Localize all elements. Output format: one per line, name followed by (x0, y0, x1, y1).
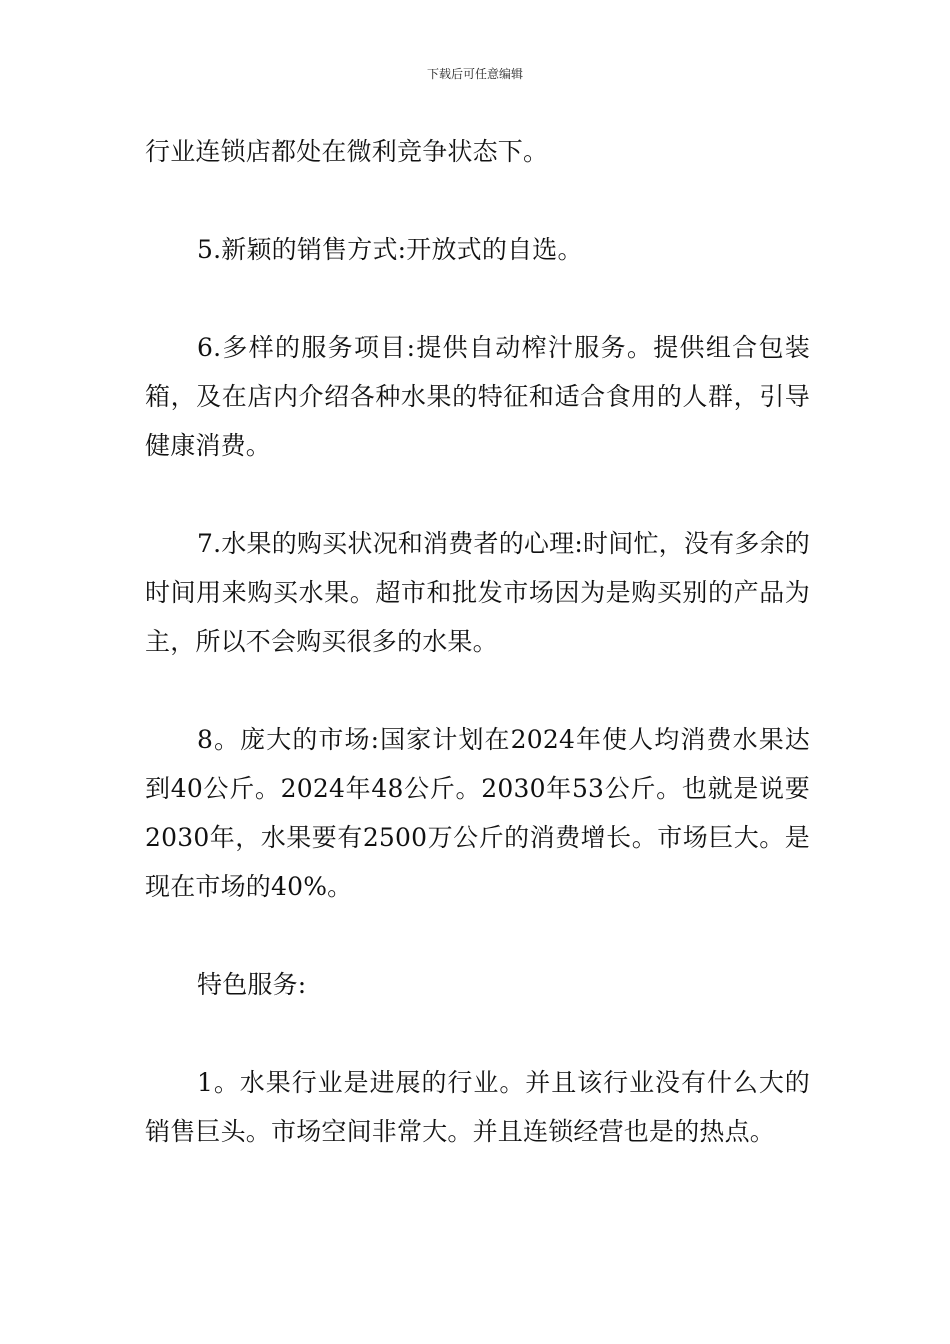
section-heading-features: 特色服务: (197, 970, 307, 999)
paragraph-item-5: 5.新颖的销售方式:开放式的自选。 (197, 235, 583, 264)
paragraph-item-7: 7.水果的购买状况和消费者的心理:时间忙，没有多余的时间用来购买水果。超市和批发市场因为是购买别的产品为主，所以不会购买很多的水果。 (145, 529, 810, 656)
paragraph-feature-1: 1。水果行业是进展的行业。并且该行业没有什么大的销售巨头。市场空间非常大。并且连锁经营也是的热点。 (145, 1068, 810, 1146)
paragraph-item-8: 8。庞大的市场:国家计划在2024年使人均消费水果达到40公斤。2024年48公斤。2030年53公斤。也就是说要2030年，水果要有2500万公斤的消费增长。市场巨大。是现在市场的40%。 (145, 725, 810, 901)
paragraph-continuation: 行业连锁店都处在微利竞争状态下。 (145, 137, 549, 166)
page-header: 下载后可任意编辑 (426, 67, 523, 81)
document-body (145, 127, 810, 1156)
paragraph-item-6: 6.多样的服务项目:提供自动榨汁服务。提供组合包装箱，及在店内介绍各种水果的特征和适合食用的人群，引导健康消费。 (145, 333, 810, 460)
